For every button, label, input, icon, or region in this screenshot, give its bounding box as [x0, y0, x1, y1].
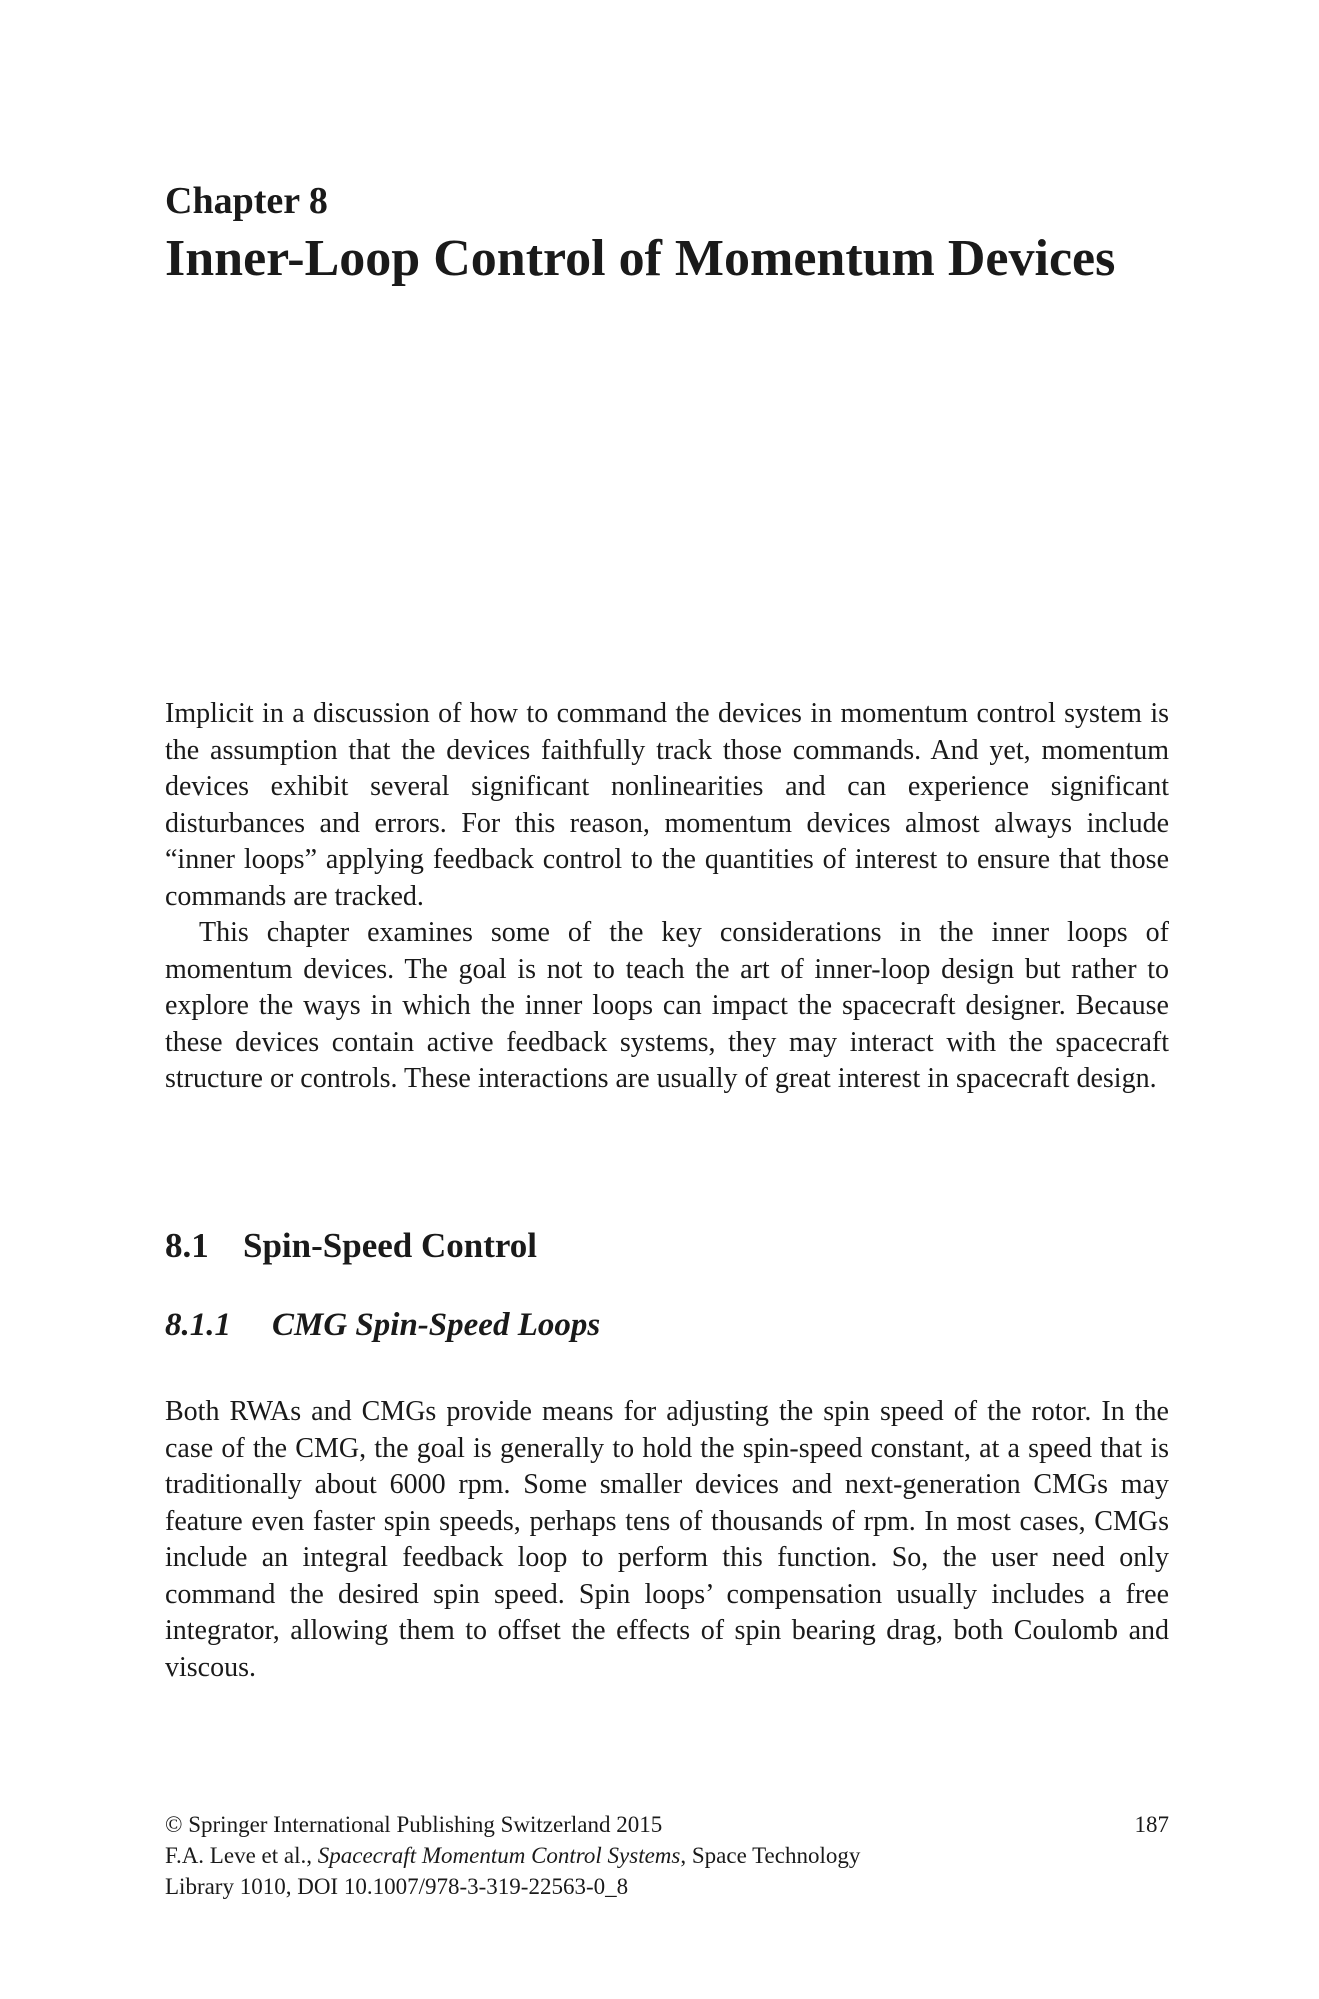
citation-line-2: Library 1010, DOI 10.1007/978-3-319-22563-0_8 — [165, 1874, 629, 1899]
chapter-label: Chapter 8 — [165, 180, 328, 222]
subsection-paragraph: Both RWAs and CMGs provide means for adjusting the spin speed of the rotor. In the case of the CMG, the goal is generally to hold the spin-speed constant, at a speed that is traditionally about 6000 rpm. Some smaller devices and next-generation CMGs may feature even faster spin speeds, perhaps tens of thousands of rpm. In most cases, CMGs include an integral feedback loop to perform this function. So, the user need only command the desired spin speed. Spin loops’ compensation usually includes a free integrator, allowing them to offset the effects of spin bearing drag, both Coulomb and viscous. — [165, 1396, 1169, 1683]
chapter-title: Inner-Loop Control of Momentum Devices — [165, 230, 1116, 287]
subsection-heading — [165, 1304, 600, 1346]
section-heading — [165, 1224, 537, 1268]
section-number: 8.1 — [165, 1226, 209, 1265]
page-number: 187 — [1134, 1812, 1169, 1837]
intro-paragraph-1: Implicit in a discussion of how to command the devices in momentum control system is the assumption that the devices faithfully track those commands. And yet, momentum devices exhibit several significant nonlinearities and can experience significant disturbances and errors. For this reason, momentum devices almost always include “inner loops” applying feedback control to the quantities of interest to ensure that those commands are tracked. — [165, 698, 1169, 912]
subsection-title: CMG Spin-Speed Loops — [272, 1307, 601, 1343]
chapter-introduction — [165, 696, 1169, 1098]
citation-line-1 — [165, 1840, 1169, 1871]
subsection-body — [165, 1394, 1169, 1686]
section-title: Spin-Speed Control — [243, 1226, 538, 1265]
citation-book-title: Spacecraft Momentum Control Systems — [317, 1843, 681, 1868]
citation-authors: F.A. Leve et al., — [165, 1843, 318, 1868]
page-footer — [165, 1809, 1169, 1902]
intro-paragraph-2: This chapter examines some of the key considerations in the inner loops of momentum devices. The goal is not to teach the art of inner-loop design but rather to explore the ways in which the inner loops can impact the spacecraft designer. Because these devices contain active feedback systems, they may interact with the spacecraft structure or controls. These interactions are usually of great interest in spacecraft design. — [165, 917, 1169, 1094]
subsection-number: 8.1.1 — [165, 1307, 231, 1343]
citation-series: , Space Technology — [680, 1843, 861, 1868]
copyright-line: © Springer International Publishing Switzerland 2015 — [165, 1812, 663, 1837]
